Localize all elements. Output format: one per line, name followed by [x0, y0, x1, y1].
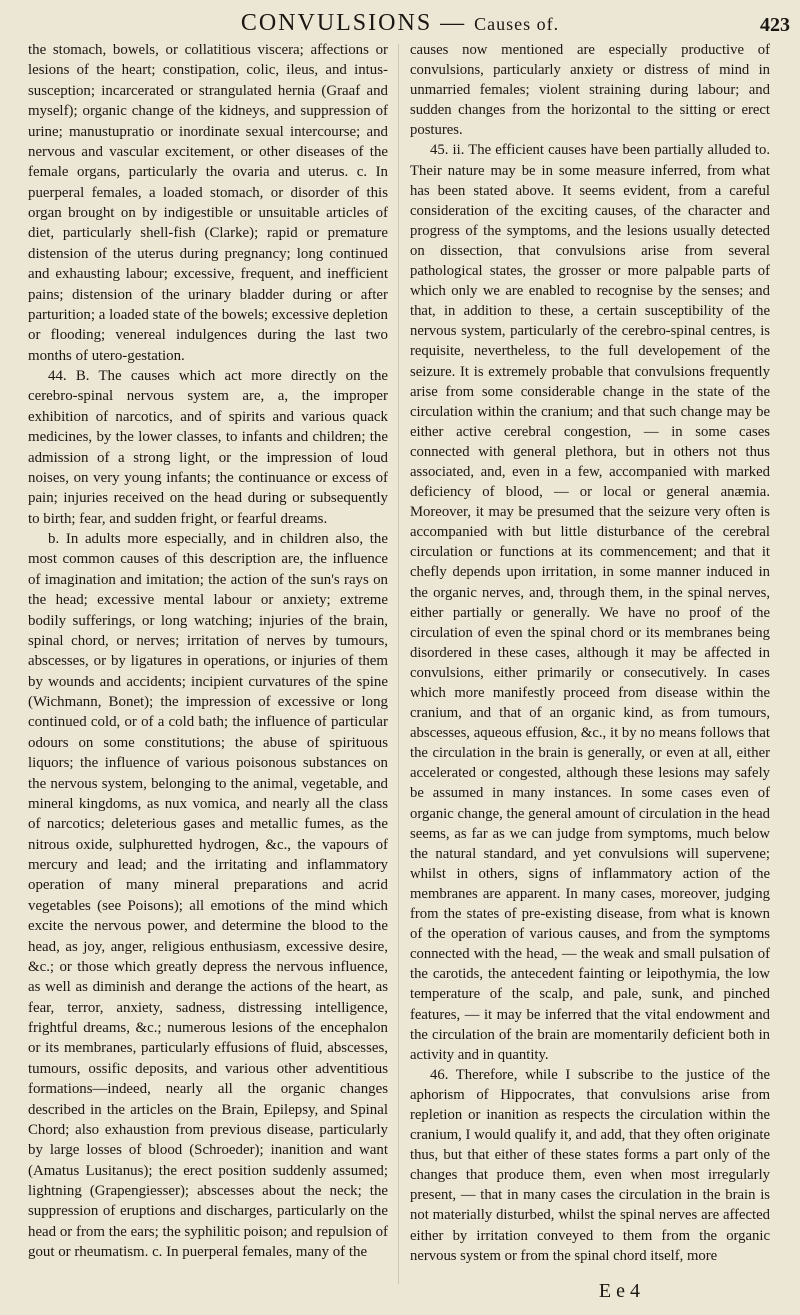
right-paragraph: causes now mentioned are especially productive of convulsions, particularly anxiety or distress of mind in unmarried females; violent straining during labour; and sudden changes from the horizontal to the sitting or erect postures. — [410, 42, 770, 139]
running-title-sub: Causes of. — [474, 14, 560, 34]
column-divider — [398, 44, 399, 1284]
page-header — [0, 0, 800, 40]
running-title-main: CONVULSIONS — [240, 10, 433, 36]
left-column — [28, 40, 388, 1263]
signature-mark: E e 4 — [598, 1280, 640, 1302]
right-paragraph: 45. ii. The efficient causes have been partially alluded to. Their nature may be in some measure inferred, from what has been stated above. It seems evident, from a careful consideration of the exciting causes, of the character and progress of the symptoms, and the lesions usually detected on dissection, that convulsions arise from several pathological states, the grosser or more palpable parts of which only we are enabled to recognise by the senses; and that, in addition to these, a certain susceptibility of the nervous system, particularly of the cerebro-spinal centres, is requisite, nevertheless, to the full developement of the seizure. It is extremely probable that convulsions frequently arise from some considerable change in the state of the circulation within the cranium; and that such change may be either active cerebral congestion, — in some cases connected with general plethora, but in others not thus associated, and, even in a few, accompanied with marked deficiency of blood, — or local or general anæmia. Moreover, it may be presumed that the seizure very often is accompanied with but little disturbance of the cerebral circulation or functions at its commencement; and that it chefly depends upon irritation, in some manner induced in the organic nerves, and, through them, in the spinal nerves, either partially or generally. We have no proof of the circulation of even the spinal chord or its membranes being disordered in these cases, although it may be affected in convulsions, either primarily or consecutively. In cases which more manifestly proceed from disease within the cranium, and that of an organic kind, as from tumours, abscesses, aqueous effusion, &c., it by no means follows that the circulation in the brain is generally, or even at all, either accelerated or congested, although these lesions may safely be assumed in many instances. In some cases even of organic change, the general amount of circulation in the head seems, as far as we can judge from symptoms, much below the natural standard, and yet convulsions will supervene; whilst in others, signs of inflammatory action of the membranes are apparent. In many cases, moreover, judging from the states of pre-existing disease, from what is known of the operation of various causes, and from the symptoms connected with the head, — the weak and small pulsation of the carotids, the antecedent fainting or leipothymia, the low temperature of the scalp, and pale, sunk, and pinched features, — it may be inferred that the vital endowment and the circulation of the brain are momentarily deficient both in activity and in quantity. — [410, 142, 770, 1063]
left-paragraph: b. In adults more especially, and in children also, the most common causes of this description are, the influence of imagination and imitation; the action of the sun's rays on the head; excessive mental labour or anxiety; extreme bodily sufferings, or long watching; injuries of the brain, spinal chord, or nerves; irritation of nerves by tumours, abscesses, or by ligatures in operations, or injuries of them by wounds and accidents; incipient curvatures of the spine (Wichmann, Bonet); the impression of excessive or long continued cold, or of a cold bath; the influence of particular odours on some constitutions; the abuse of spirituous liquors; the influence of various poisonous substances on the nervous system, belonging to the animal, vegetable, and mineral kingdoms, as nux vomica, and nearly all the class of narcotics; deleterious gases and metallic fumes, as the nitrous oxide, sulphuretted hydrogen, &c., the vapours of mercury and lead; and the irritating and inflammatory operation of many mineral preparations and acrid vegetables (see Poisons); all emotions of the mind which excite the nervous power, and determine the blood to the head, as joy, anger, religious enthusiasm, excessive desire, &c.; or those which greatly depress the nervous influence, as well as diminish and derange the actions of the heart, as fear, terror, anxiety, sadness, distressing intelligence, frightful dreams, &c.; numerous lesions of the encephalon or its membranes, particularly effusions of fluid, abscesses, tumours, ossific deposits, and various other adventitious formations—indeed, nearly all the organic changes described in the articles on the Brain, Epilepsy, and Spinal Chord; also exhaustion from previous disease, particularly by large losses of blood (Schroeder); inanition and want (Amatus Lusitanus); the erect position suddenly assumed; lightning (Grapengiesser); abscesses about the neck; the suppression of eruptions and discharges, particularly on the head or from the ears; the syphilitic poison; and repulsion of gout or rheumatism. c. In puerperal females, many of the — [28, 531, 388, 1261]
left-paragraph: 44. B. The causes which act more directly on the cerebro-spinal nervous system are, a, the improper exhibition of narcotics, and of spirits and various quack medicines, by the lower classes, to infants and children; the admission of a strong light, or the impression of loud noises, on very young infants; the continuance or excess of pain; injuries received on the head during or subsequently to birth; fear, and sudden fright, or fearful dreams. — [28, 368, 388, 527]
right-paragraph: 46. Therefore, while I subscribe to the justice of the aphorism of Hippocrates, that convulsions arise from repletion or inanition as respects the circulation within the cranium, I would qualify it, and add, that they often originate thus, but that either of these states forms a part only of the changes that produce them, even when most irregularly present, — that in many cases the circulation in the brain is not materially disturbed, whilst the spinal nerves are affected either by irritation conveyed to them from the organic nervous system or from the spinal chord itself, more — [410, 1066, 770, 1264]
right-column — [410, 40, 770, 1266]
page-number: 423 — [760, 14, 790, 36]
running-title — [0, 10, 800, 37]
left-paragraph: the stomach, bowels, or collatitious viscera; affections or lesions of the heart; constipation, colic, ileus, and intus-susception; incarcerated or strangulated hernia (Graaf and myself); organic change of the kidneys, and suppression of urine; manustupratio or inordinate sexual intercourse; and nervous and vascular excitement, or other diseases of the female organs, particularly the ovaria and uterus. c. In puerperal females, a loaded stomach, or disorder of this organ brought on by indigestible or unsuitable articles of diet, particularly shell-fish (Clarke); rapid or premature distension of the uterus during pregnancy; long continued and exhausting labour; excessive, frequent, and inefficient pains; distension of the urinary bladder during or after parturition; a loaded state of the bowels; excessive depletion or flooding; venereal indulgences during the last two months of utero-gestation. — [28, 42, 388, 364]
running-title-dash: — — [432, 10, 475, 36]
